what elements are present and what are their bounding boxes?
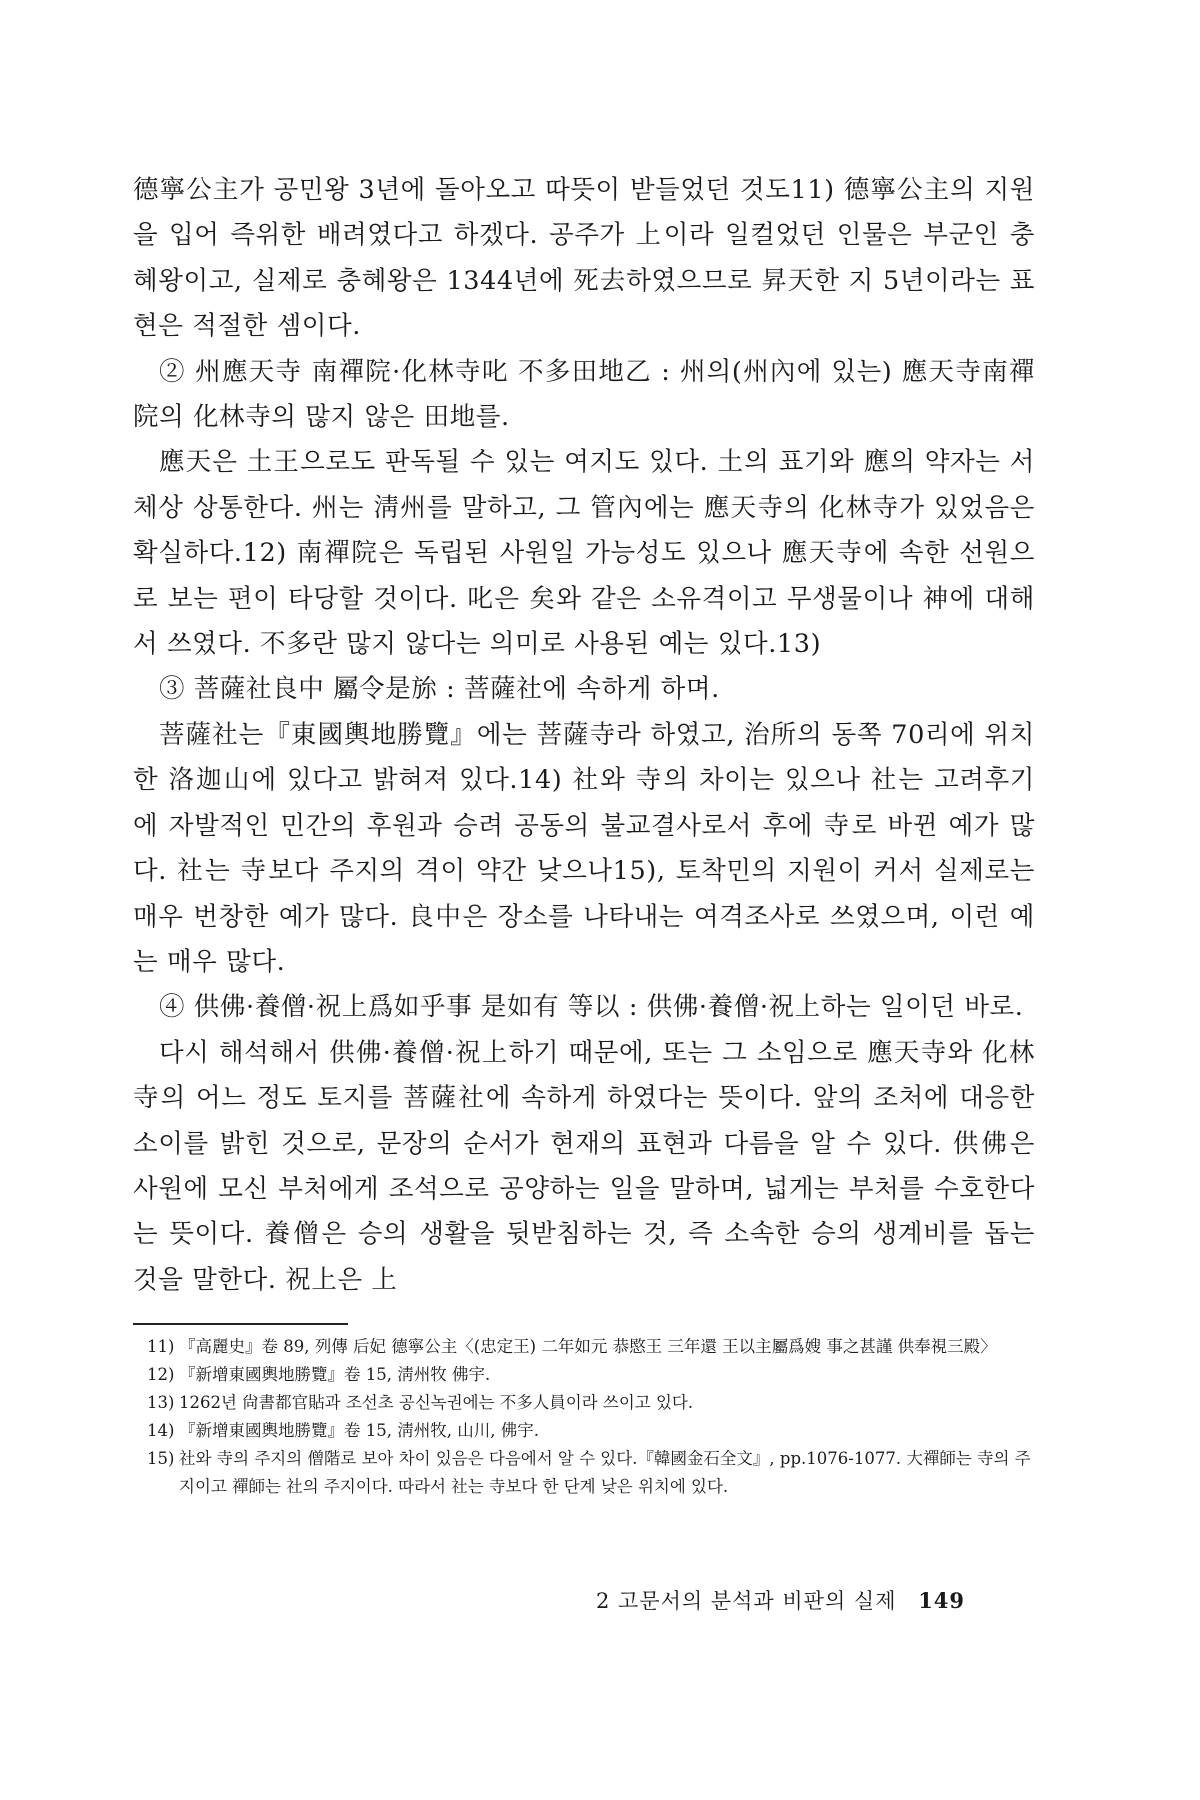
chapter-title: 2 고문서의 분석과 비판의 실제 <box>596 1589 897 1613</box>
paragraph-5: 菩薩社는『東國輿地勝覽』에는 菩薩寺라 하였고, 治所의 동쪽 70리에 위치한 洛迦山에 있다고 밝혀져 있다.14) 社와 寺의 차이는 있으나 社는 고려후기에 자발적인 민간의 후원과 승려 공동의 불교결사로서 후에 寺로 바뀐 예가 많다. 社는 寺보다 주지의 격이 약간 낮으나15), 토착민의 지원이 커서 실제로는 매우 번창한 예가 많다. 良中은 장소를 나타내는 여격조사로 쓰였으며, 이런 예는 매우 많다. <box>133 719 1035 977</box>
footnote-text: 1262년 尙書都官貼과 조선초 공신녹권에는 不多人員이라 쓰이고 있다. <box>179 1393 694 1412</box>
footnote-11 <box>147 1333 1035 1361</box>
footnote-12 <box>147 1361 1035 1389</box>
footnote-number: 12) <box>147 1365 175 1384</box>
footnote-text: 『高麗史』卷 89, 列傳 后妃 德寧公主〈(忠定王) 二年如元 恭愍王 三年還 王以主屬爲嫂 事之甚謹 供奉視三殿〉 <box>179 1337 997 1356</box>
paragraph-3: 應天은 土王으로도 판독될 수 있는 여지도 있다. 土의 표기와 應의 약자는 서체상 상통한다. 州는 淸州를 말하고, 그 管內에는 應天寺의 化林寺가 있었음은 확실하다.12) 南禪院은 독립된 사원일 가능성도 있으나 應天寺에 속한 선원으로 보는 편이 타당할 것이다. 叱은 矣와 같은 소유격이고 무생물이나 神에 대해서 쓰였다. 不多란 많지 않다는 의미로 사용된 예는 있다.13) <box>133 447 1035 660</box>
paragraph-7: 다시 해석해서 供佛·養僧·祝上하기 때문에, 또는 그 소임으로 應天寺와 化林寺의 어느 정도 토지를 菩薩社에 속하게 하였다는 뜻이다. 앞의 조처에 대응한 소이를 밝힌 것으로, 문장의 순서가 현재의 표현과 다름을 알 수 있다. 供佛은 사원에 모신 부처에게 조석으로 공양하는 일을 말하며, 넓게는 부처를 수호한다는 뜻이다. 養僧은 승의 생활을 뒷받침하는 것, 즉 소속한 승의 생계비를 돕는 것을 말한다. 祝上은 上 <box>133 1037 1035 1295</box>
footnote-text: 『新增東國輿地勝覽』卷 15, 淸州牧 佛宇. <box>179 1365 491 1384</box>
paragraph-1: 德寧公主가 공민왕 3년에 돌아오고 따뜻이 받들었던 것도11) 德寧公主의 지원을 입어 즉위한 배려였다고 하겠다. 공주가 上이라 일컬었던 인물은 부군인 충혜왕이고, 실제로 충혜왕은 1344년에 死去하였으므로 昇天한 지 5년이라는 표현은 적절한 셈이다. <box>133 175 1035 342</box>
footnote-text: 『新增東國輿地勝覽』卷 15, 淸州牧, 山川, 佛宇. <box>179 1421 539 1440</box>
page-number: 149 <box>918 1588 966 1613</box>
footnote-14 <box>147 1417 1035 1445</box>
paragraph-6: ④ 供佛·養僧·祝上爲如乎事 是如有 等以 : 供佛·養僧·祝上하는 일이던 바로. <box>159 992 1024 1023</box>
footnote-number: 13) <box>147 1393 175 1412</box>
running-footer <box>596 1586 1036 1616</box>
paragraph-2: ② 州應天寺 南禪院·化林寺叱 不多田地乙 : 州의(州內에 있는) 應天寺南禪院의 化林寺의 많지 않은 田地를. <box>133 356 1035 433</box>
footnote-number: 15) <box>147 1449 175 1468</box>
main-body-text <box>133 168 1035 1303</box>
footnote-divider <box>133 1323 348 1325</box>
paragraph-4: ③ 菩薩社良中 屬令是旀 : 菩薩社에 속하게 하며. <box>159 674 720 705</box>
footnote-13 <box>147 1389 1035 1417</box>
footnote-15 <box>147 1445 1035 1501</box>
footnotes <box>147 1333 1035 1501</box>
footnote-text: 社와 寺의 주지의 僧階로 보아 차이 있음은 다음에서 알 수 있다.『韓國金石全文』, pp.1076-1077. 大禪師는 寺의 주지이고 禪師는 社의 주지이다. 따라서 社는 寺보다 한 단계 낮은 위치에 있다. <box>179 1449 1031 1496</box>
footnote-number: 11) <box>147 1337 175 1356</box>
footnote-number: 14) <box>147 1421 175 1440</box>
